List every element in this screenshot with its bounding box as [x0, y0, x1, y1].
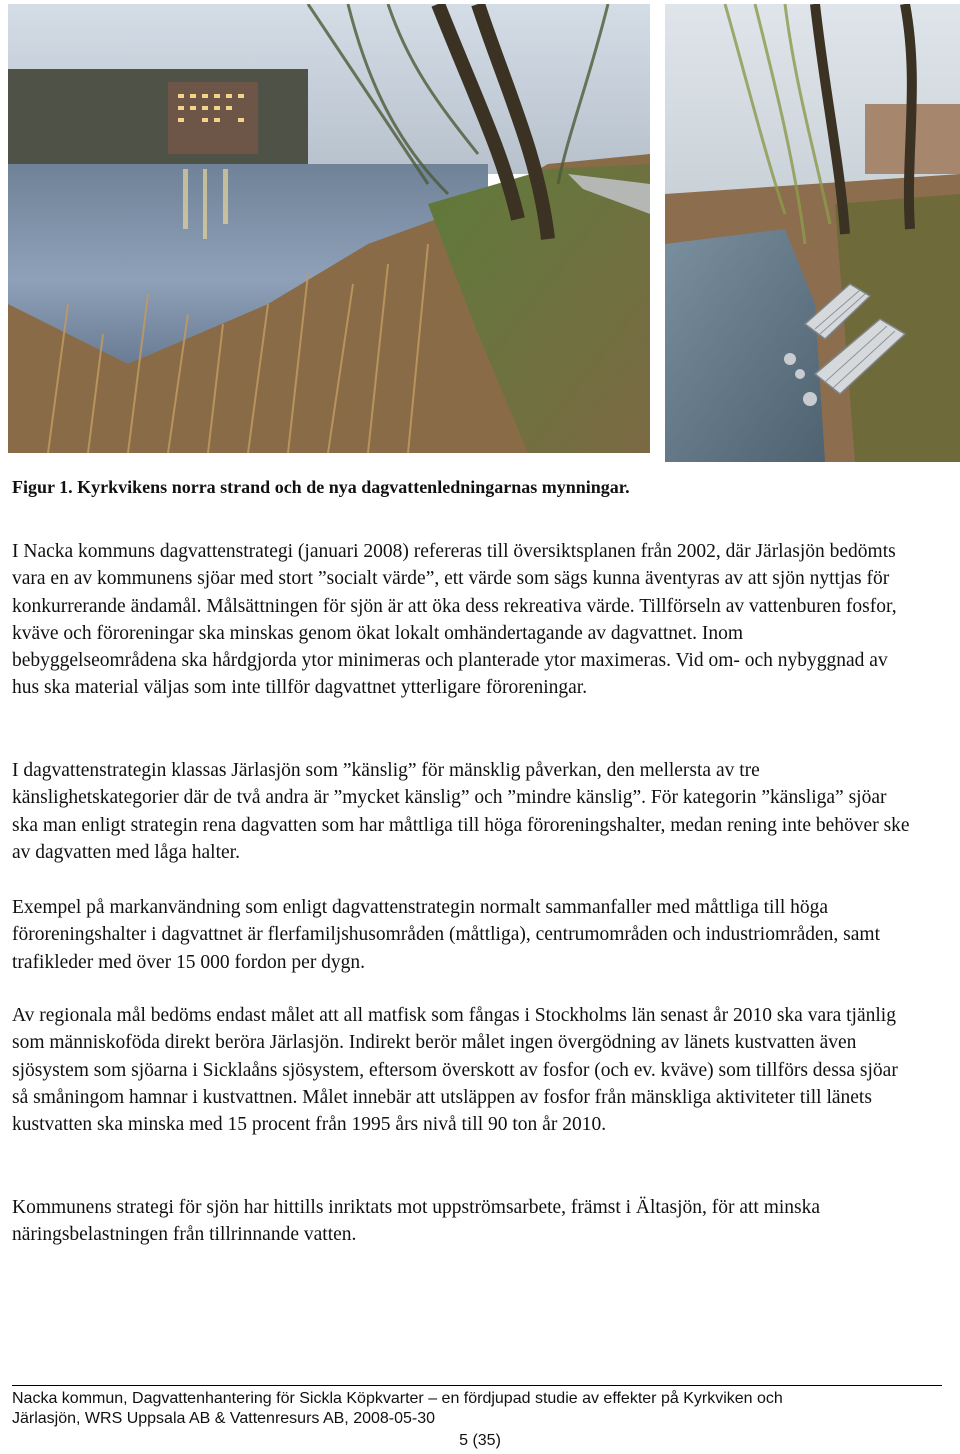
page-number: 5 (35)	[459, 1432, 501, 1449]
body-paragraph: Exempel på markanvändning som enligt dagvattenstrategin normalt sammanfaller med måttliga till höga föroreningshalter i dagvattnet är flerfamiljshusområden (måttliga), centrumområden och industriområden, samt trafikleder med över 15 000 fordon per dygn.	[12, 897, 881, 973]
footer-divider	[12, 1385, 942, 1386]
stormwater-outlet-photo	[665, 4, 960, 462]
footer-line: Järlasjön, WRS Uppsala AB & Vattenresurs AB, 2008-05-30	[12, 1410, 436, 1427]
footer-line: Nacka kommun, Dagvattenhantering för Sickla Köpkvarter – en fördjupad studie av effekter på Kyrkviken och	[12, 1390, 783, 1407]
page-footer	[12, 1389, 942, 1429]
lake-shore-photo	[8, 4, 650, 453]
body-paragraph: I dagvattenstrategin klassas Järlasjön som ”känslig” för mänsklig påverkan, den mellersta av tre känslighetskategorier där de två andra är ”mycket känslig” och ”mindre känslig”. För kategorin ”känsliga” sjöar ska man enligt strategin rena dagvatten som har måttliga till höga föroreningshalter, medan rening inte behöver ske av dagvatten med låga halter.	[12, 760, 910, 863]
body-paragraph: Av regionala mål bedöms endast målet att all matfisk som fångas i Stockholms län senast år 2010 ska vara tjänlig som människoföda direkt beröra Järlasjön. Indirekt berör målet ingen övergödning av länets kustvatten även sjösystem som sjöarna i Sicklaåns sjösystem, eftersom överskott av fosfor (och ev. kväve) som tillförs dessa sjöar så småningom hamnar i kustvattnen. Målet innebär att utsläppen av fosfor från mänskliga aktiviteter till länets kustvatten ska minska med 15 procent från 1995 års nivå till 90 ton år 2010.	[12, 1005, 898, 1136]
body-paragraph: I Nacka kommuns dagvattenstrategi (januari 2008) refereras till översiktsplanen från 2002, där Järlasjön bedömts vara en av kommunens sjöar med stort ”socialt värde”, ett värde som sägs kunna äventyras av att sjön nyttjas för konkurrerande ändamål. Målsättningen för sjön är att öka dess rekreativa värde. Tillförseln av vattenburen fosfor, kväve och föroreningar ska minskas genom ökat lokalt omhändertagande av dagvattnet. Inom bebyggelseområdena ska hårdgjorda ytor minimeras och planterade ytor maximeras. Vid om- och nybyggnad av hus ska material väljas som inte tillför dagvattnet ytterligare föroreningar.	[12, 541, 897, 699]
body-paragraph: Kommunens strategi för sjön har hittills inriktats mot uppströmsarbete, främst i Ältasjön, för att minska näringsbelastningen från tillrinnande vatten.	[12, 1197, 821, 1246]
figure-caption: Figur 1. Kyrkvikens norra strand och de nya dagvattenledningarnas mynningar.	[12, 477, 630, 497]
